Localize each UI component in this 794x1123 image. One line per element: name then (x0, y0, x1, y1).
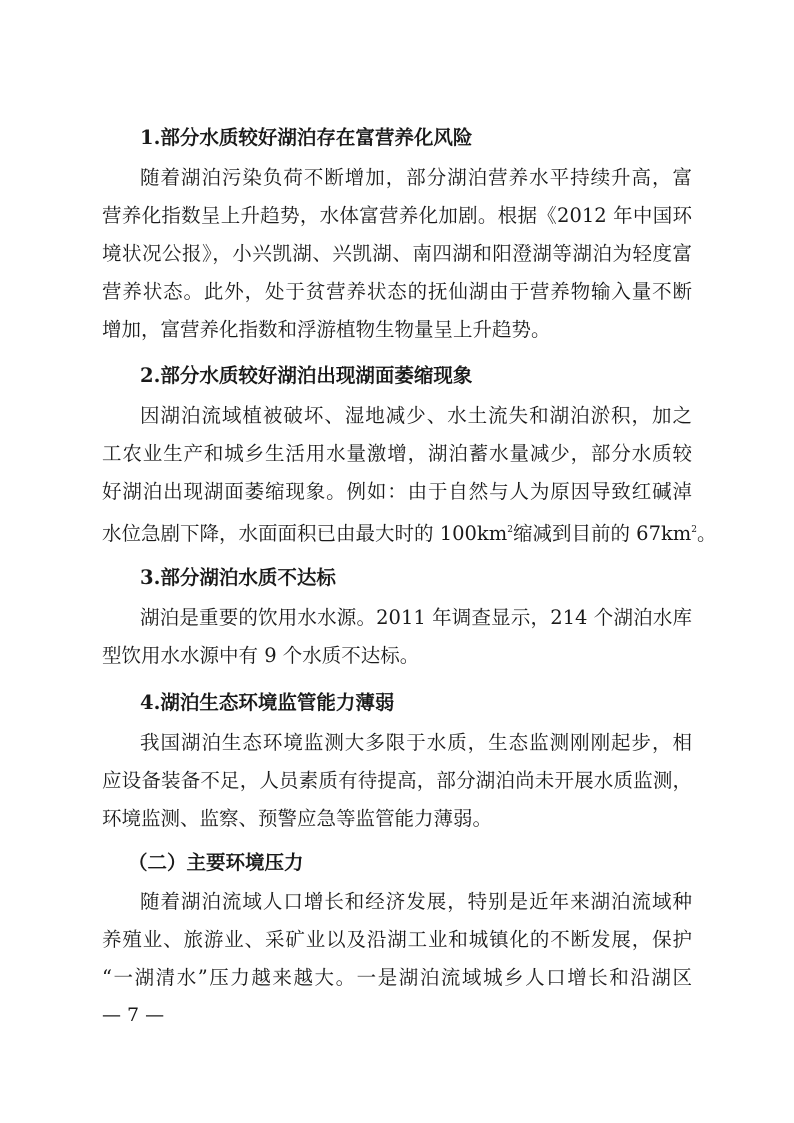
paragraph-line: “一湖清水”压力越来越大。一是湖泊流域城乡人口增长和沿湖区 (102, 966, 692, 989)
paragraph-line: 随着湖泊流域人口增长和经济发展，特别是近年来湖泊流域种 (140, 890, 692, 913)
paragraph-line: 工农业生产和城乡生活用水量激增，湖泊蓄水量减少，部分水质较 (102, 442, 692, 465)
text-segment: 。 (697, 522, 717, 545)
paragraph-line: 境状况公报》，小兴凯湖、兴凯湖、南四湖和阳澄湖等湖泊为轻度富 (102, 242, 692, 265)
heading-3: 3.部分湖泊水质不达标 (140, 566, 336, 589)
paragraph-line: 我国湖泊生态环境监测大多限于水质，生态监测刚刚起步，相 (140, 731, 692, 754)
heading-2: 2.部分水质较好湖泊出现湖面萎缩现象 (140, 364, 473, 387)
paragraph-line: 环境监测、监察、预警应急等监管能力薄弱。 (102, 807, 493, 830)
heading-5: （二）主要环境压力 (128, 851, 304, 874)
paragraph-line: 随着湖泊污染负荷不断增加，部分湖泊营养水平持续升高，富 (140, 166, 692, 189)
paragraph-line-with-units (102, 515, 717, 549)
paragraph-line: 型饮用水水源中有 9 个水质不达标。 (102, 644, 420, 667)
paragraph-line: 养殖业、旅游业、采矿业以及沿湖工业和城镇化的不断发展，保护 (102, 928, 692, 951)
heading-4: 4.湖泊生态环境监管能力薄弱 (140, 691, 395, 714)
paragraph-line: 营养化指数呈上升趋势，水体富营养化加剧。根据《2012 年中国环 (102, 204, 692, 227)
superscript: 2 (691, 525, 698, 535)
text-segment: 缩减到目前的 67km (512, 522, 692, 545)
paragraph-line: 好湖泊出现湖面萎缩现象。例如：由于自然与人为原因导致红碱淖 (102, 480, 692, 503)
heading-1: 1.部分水质较好湖泊存在富营养化风险 (140, 126, 473, 149)
paragraph-line: 湖泊是重要的饮用水水源。2011 年调查显示，214 个湖泊水库 (140, 606, 692, 629)
text-segment: 水位急剧下降，水面面积已由最大时的 100km (102, 522, 508, 545)
superscript: 2 (507, 525, 513, 535)
paragraph-line: 因湖泊流域植被破坏、湿地减少、水土流失和湖泊淤积，加之 (140, 404, 692, 427)
paragraph-line: 应设备装备不足，人员素质有待提高，部分湖泊尚未开展水质监测， (102, 769, 692, 792)
paragraph-line: 营养状态。此外，处于贫营养状态的抚仙湖由于营养物输入量不断 (102, 280, 692, 303)
page-number: — 7 — (102, 1004, 165, 1026)
paragraph-line: 增加，富营养化指数和浮游植物生物量呈上升趋势。 (102, 318, 551, 341)
